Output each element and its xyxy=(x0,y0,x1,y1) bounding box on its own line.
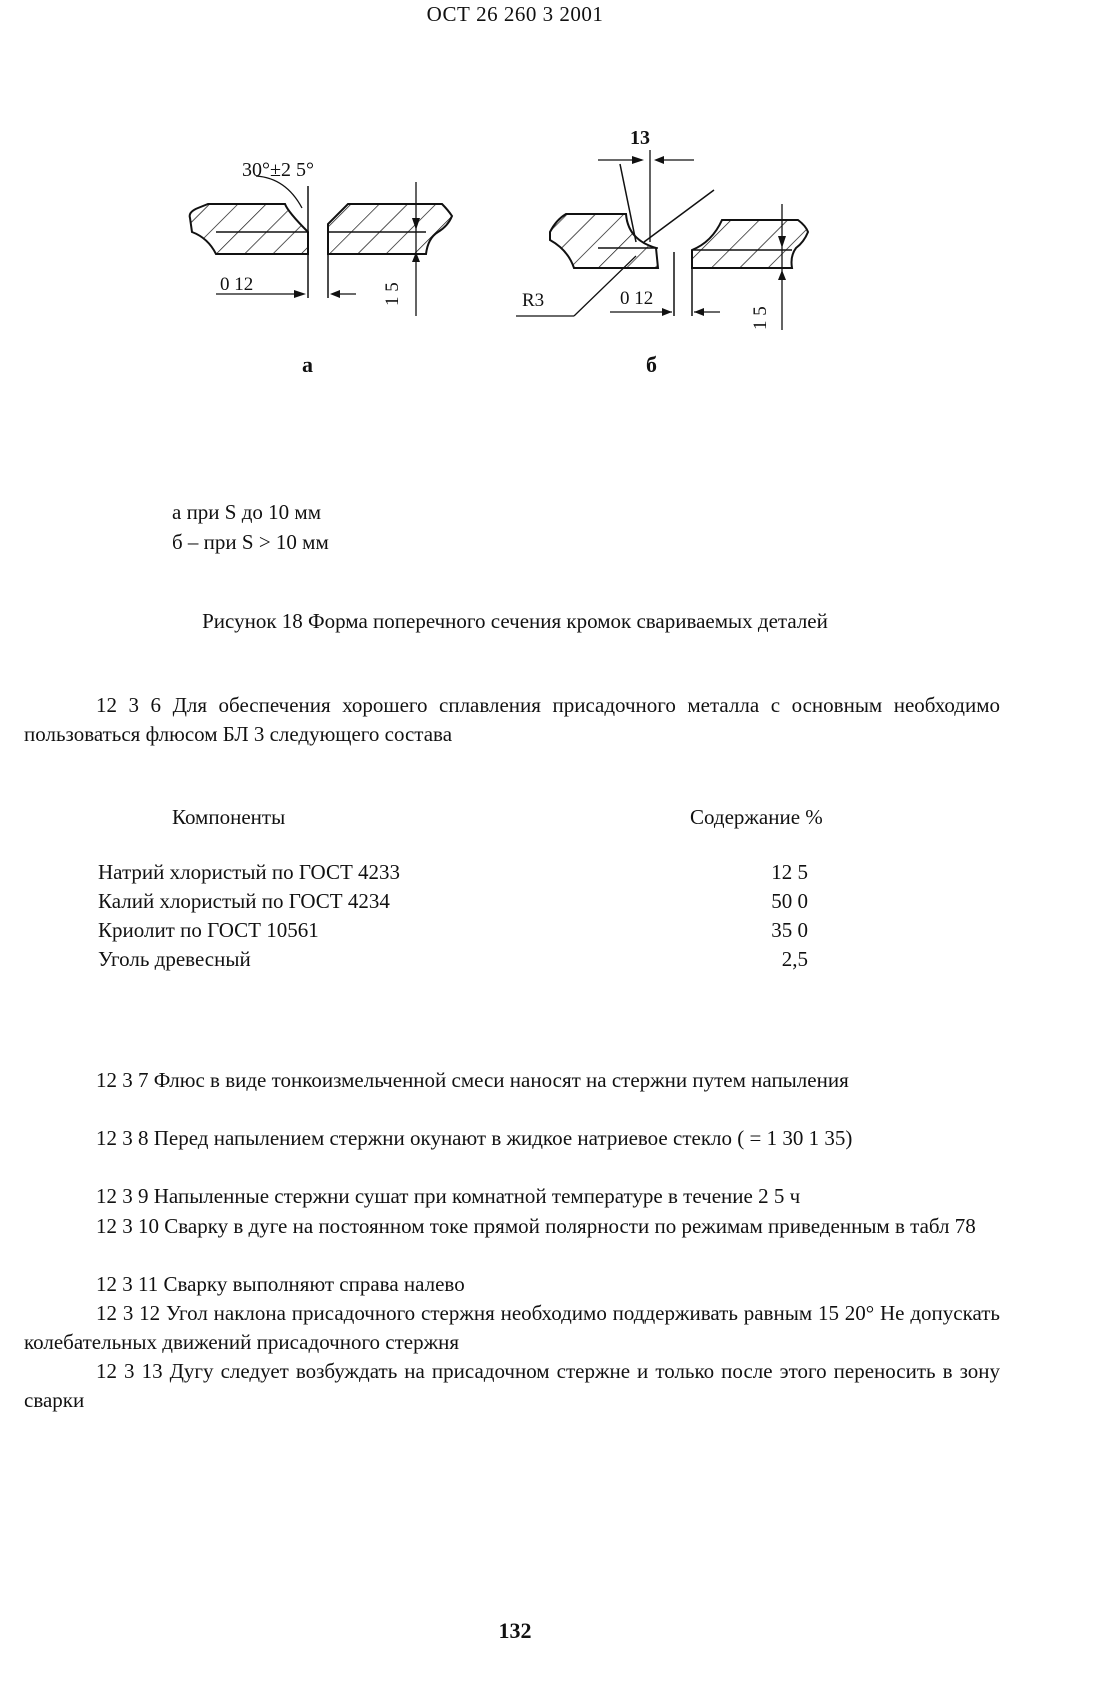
page-number: 132 xyxy=(498,1618,532,1643)
radius-label: R3 xyxy=(522,290,545,311)
paragraph-12-3-13: 12 3 13 Дугу следует возбуждать на присадочном стержне и только после этого переносить в зону сварки xyxy=(24,1359,1000,1412)
legend-line-b: б – при S > 10 мм xyxy=(172,530,329,554)
figure-b-section xyxy=(516,127,808,377)
gap-b-label: 0 12 xyxy=(620,288,654,309)
document-header: ОСТ 26 260 3 2001 xyxy=(426,2,604,26)
component-name: Натрий хлористый по ГОСТ 4233 xyxy=(98,860,401,884)
paragraph-12-3-12: 12 3 12 Угол наклона присадочного стержня необходимо поддерживать равным 15 20° Не допускать колебательных движений присадочного стержня xyxy=(24,1301,1000,1354)
angle-a-label: 30°±2 5° xyxy=(242,159,314,181)
figure-a-label: а xyxy=(302,352,313,377)
legend-line-a: а при S до 10 мм xyxy=(172,500,321,524)
figure-caption: Рисунок 18 Форма поперечного сечения кромок свариваемых деталей xyxy=(202,609,828,633)
gap-a-label: 0 12 xyxy=(220,274,254,295)
height-b-label: 1 5 xyxy=(750,306,771,330)
paragraph-12-3-11: 12 3 11 Сварку выполняют справа налево xyxy=(96,1272,465,1296)
component-value: 35 0 xyxy=(771,918,808,942)
figure-a-section xyxy=(190,159,452,377)
height-a-label: 1 5 xyxy=(382,282,403,306)
paragraph-12-3-6: 12 3 6 Для обеспечения хорошего сплавления присадочного металла с основным необходимо пользоваться флюсом БЛ 3 следующего состава xyxy=(24,693,1000,746)
component-value: 12 5 xyxy=(771,860,808,884)
weld-edge-figure xyxy=(180,120,900,380)
dimension-13-label: 13 xyxy=(630,127,650,149)
table-row xyxy=(98,860,808,890)
component-name: Криолит по ГОСТ 10561 xyxy=(98,918,319,942)
column-header-content: Содержание % xyxy=(690,805,823,829)
paragraph-12-3-10: 12 3 10 Сварку в дуге на постоянном токе прямой полярности по режимам приведенным в табл 78 xyxy=(96,1214,976,1238)
component-value: 50 0 xyxy=(771,889,808,913)
weld-edge-drawing xyxy=(180,120,900,380)
column-header-components: Компоненты xyxy=(172,805,286,829)
component-value: 2,5 xyxy=(781,947,808,971)
figure-b-label: б xyxy=(646,352,657,377)
table-row xyxy=(98,889,808,919)
table-row xyxy=(98,918,808,948)
component-name: Уголь древесный xyxy=(98,947,251,971)
figure-legend xyxy=(172,497,329,557)
table-row xyxy=(98,947,808,977)
paragraph-12-3-9: 12 3 9 Напыленные стержни сушат при комнатной температуре в течение 2 5 ч xyxy=(96,1184,801,1208)
paragraph-12-3-7: 12 3 7 Флюс в виде тонкоизмельченной смеси наносят на стержни путем напыления xyxy=(96,1068,849,1092)
paragraph-12-3-8: 12 3 8 Перед напылением стержни окунают в жидкое натриевое стекло ( = 1 30 1 35) xyxy=(96,1126,853,1150)
component-name: Калий хлористый по ГОСТ 4234 xyxy=(98,889,390,913)
